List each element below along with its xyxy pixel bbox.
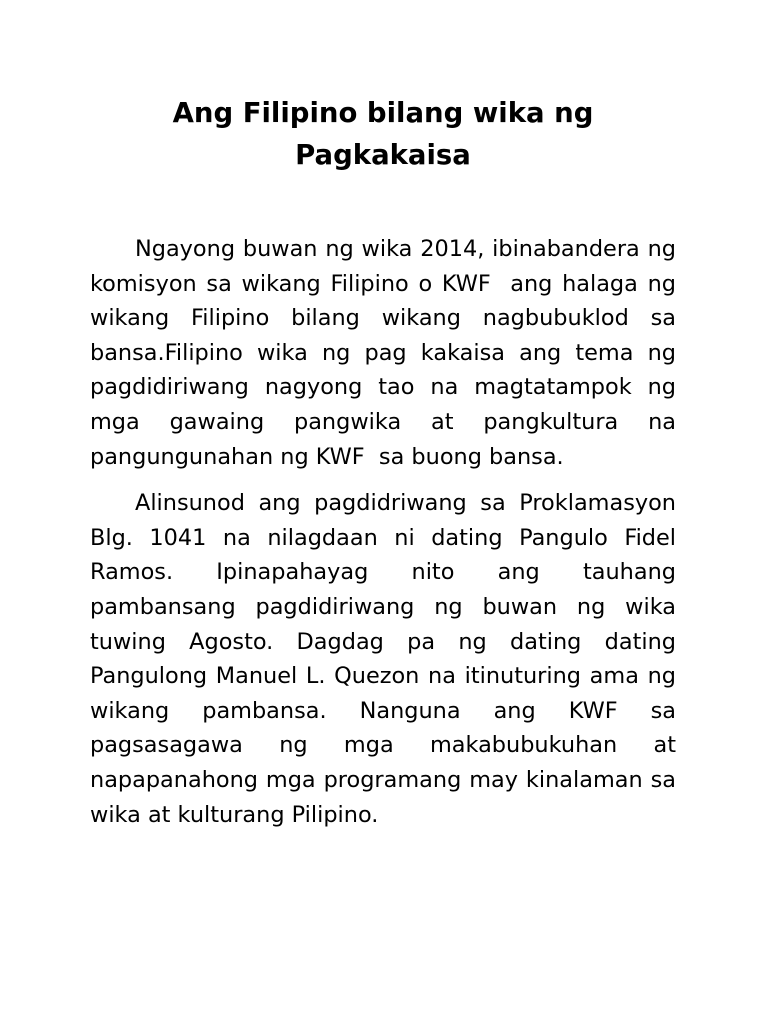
paragraph-2: Alinsunod ang pagdidriwang sa Proklamasyon Blg. 1041 na nilagdaan ni dating Pangulo Fidel Ramos. Ipinapahayag nito ang tauhang pambansang pagdidiriwang ng buwan ng wika tuwing Agosto. Dagdag pa ng dating dating Pangulong Manuel L. Quezon na itinuturing ama ng wikang pambansa. Nanguna ang KWF sa pagsasagawa ng mga makabubukuhan at napapanahong mga programang may kinalaman sa wika at kulturang Pilipino.	[90, 490, 684, 828]
document-title: Ang Filipino bilang wika ng Pagkakaisa	[172, 97, 594, 171]
document-body	[90, 232, 684, 844]
paragraph-1: Ngayong buwan ng wika 2014, ibinabandera ng komisyon sa wikang Filipino o KWF ang halaga ng wikang Filipino bilang wikang nagbubuklod sa bansa.Filipino wika ng pag kakaisa ang tema ng pagdidiriwang nagyong tao na magtatampok ng mga gawaing pangwika at pangkultura na pangungunahan ng KWF sa buong bansa.	[90, 236, 684, 470]
